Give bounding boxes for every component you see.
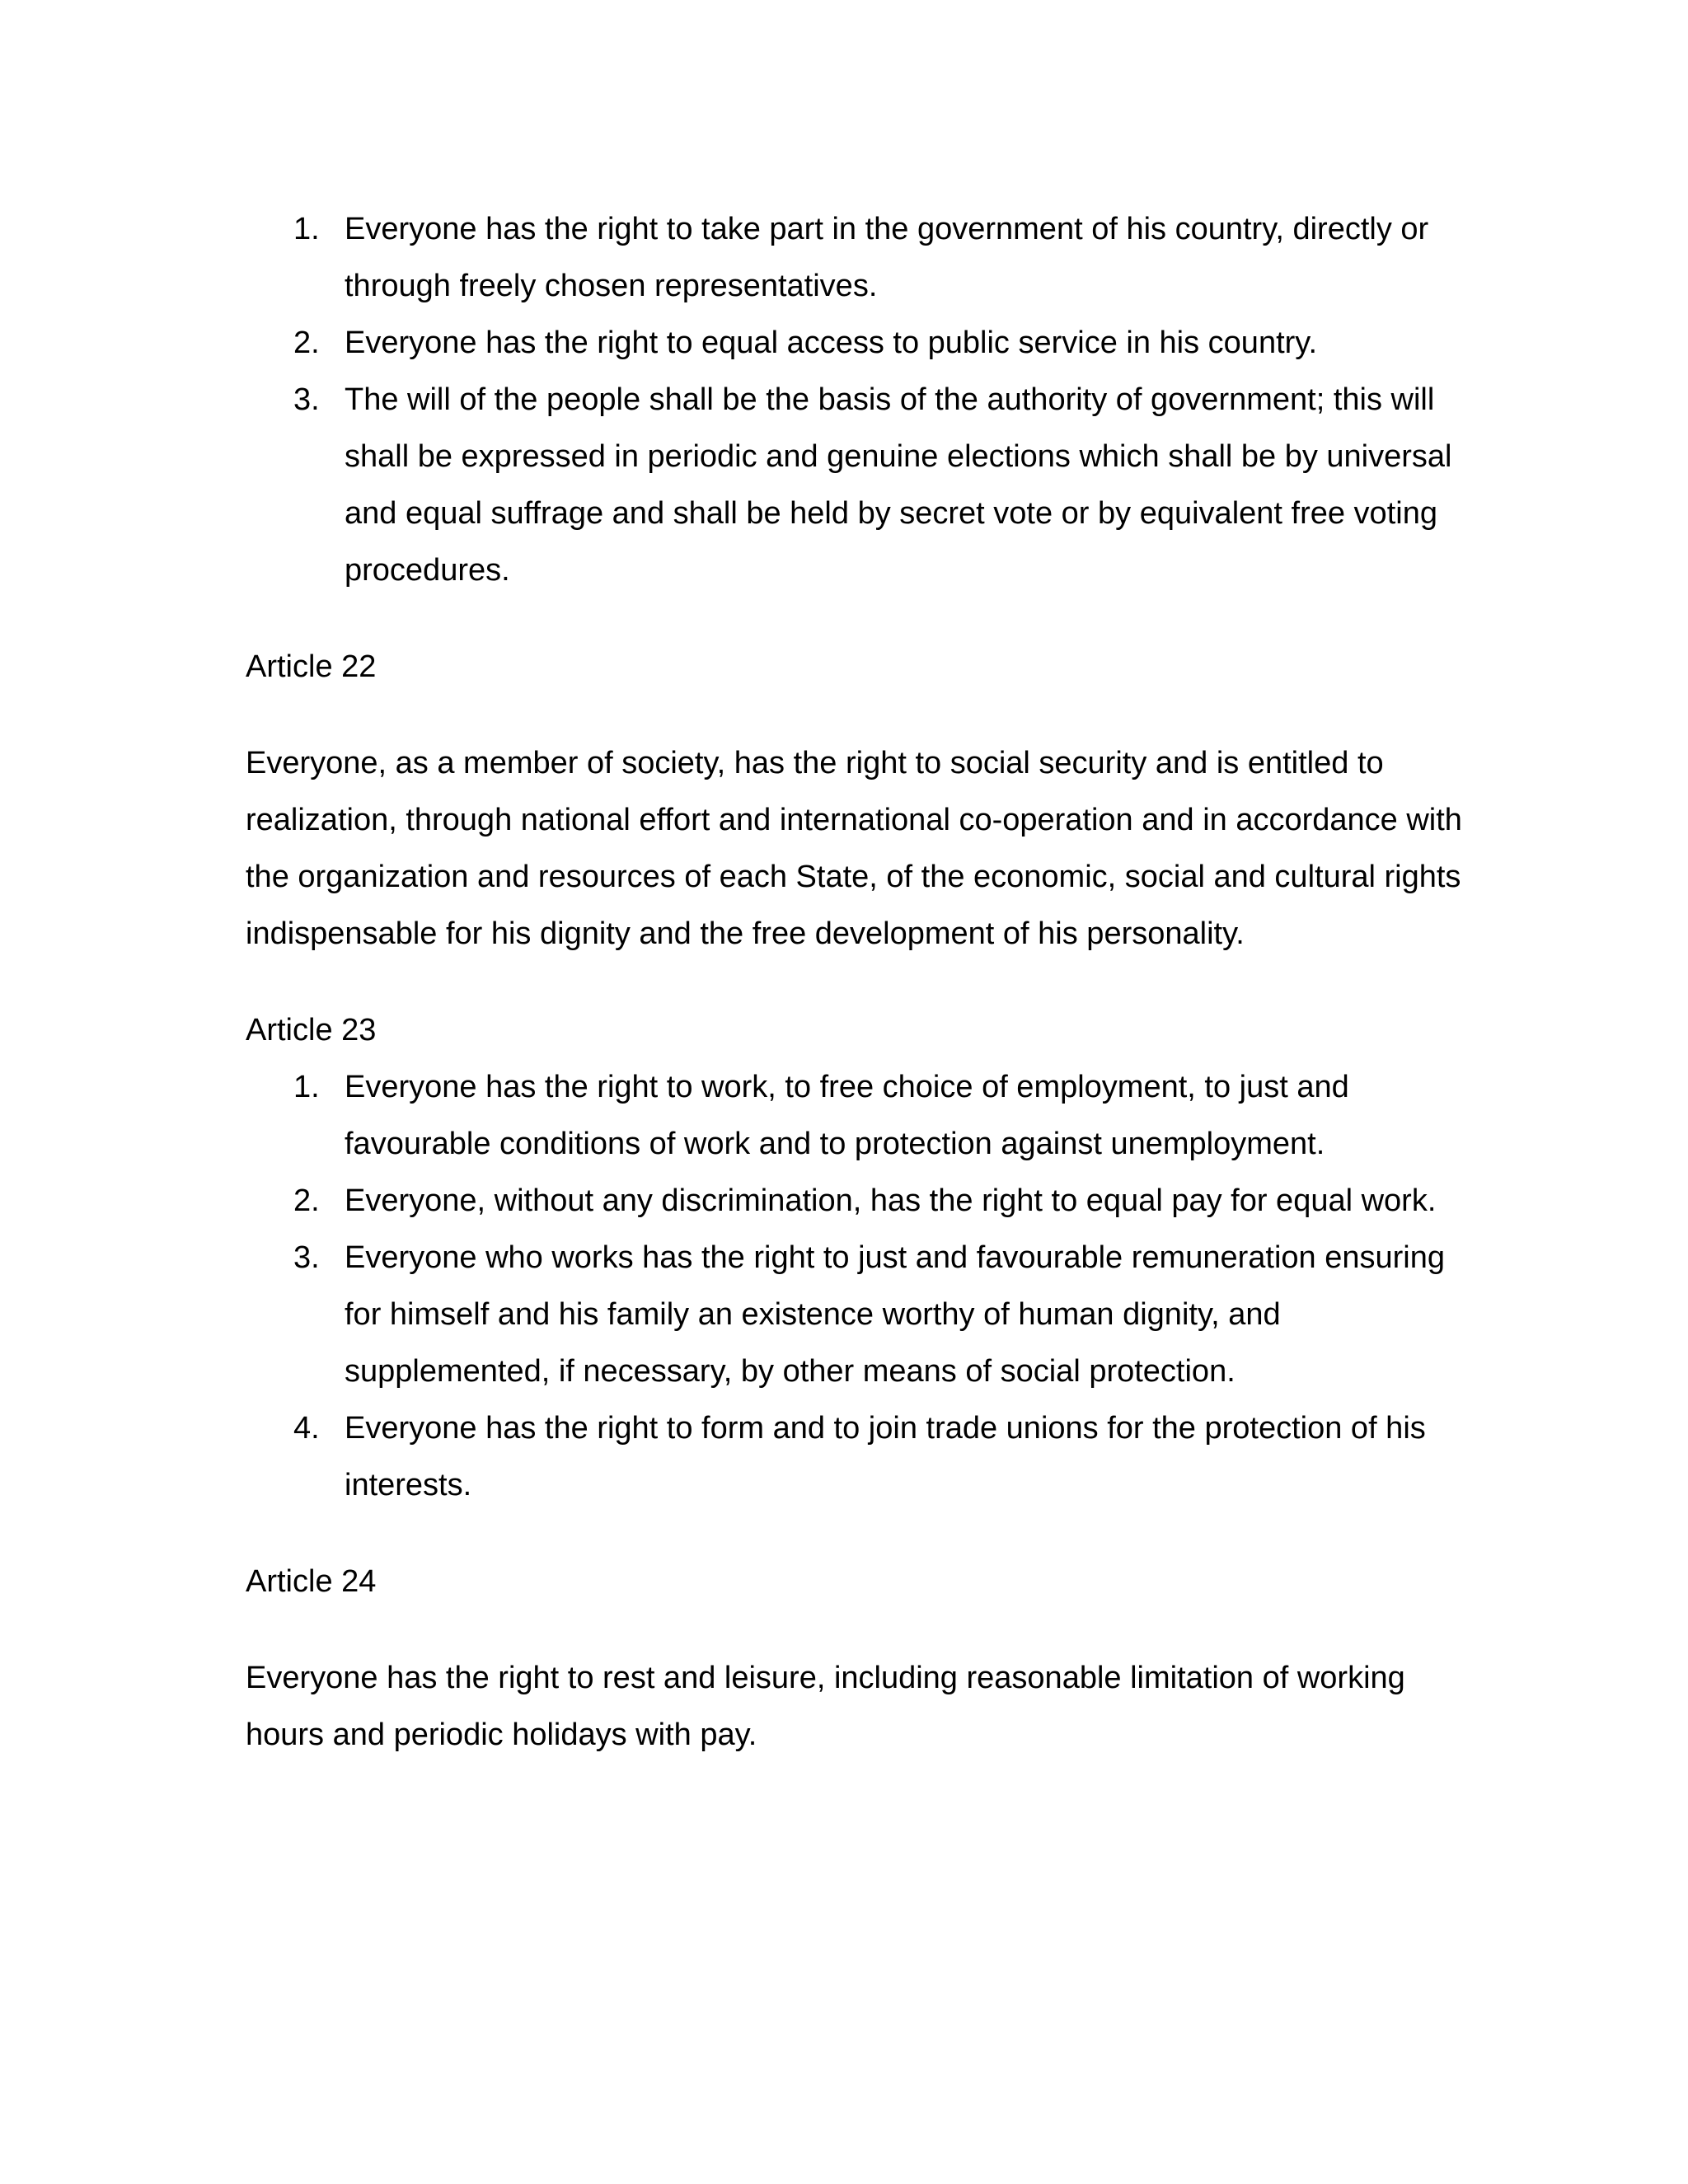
list-item	[246, 372, 1465, 599]
list-number: 2.	[293, 326, 320, 360]
article-24-text: Everyone has the right to rest and leisure, including reasonable limitation of working hours and periodic holidays with pay.	[246, 1661, 1405, 1752]
article-24-heading: Article 24	[246, 1564, 377, 1599]
list-number: 4.	[293, 1411, 320, 1446]
list-item-text: Everyone has the right to work, to free choice of employment, to just and favourable conditions of work and to protection against unemployment.	[345, 1070, 1349, 1161]
document-body	[246, 201, 1465, 1764]
article-21-list	[246, 201, 1465, 599]
list-item	[246, 201, 1465, 315]
list-number: 3.	[293, 1240, 320, 1275]
list-item-text: Everyone, without any discrimination, has the right to equal pay for equal work.	[345, 1183, 1437, 1218]
list-number: 3.	[293, 382, 320, 417]
article-22-text: Everyone, as a member of society, has the right to social security and is entitled to realization, through national effort and international co-operation and in accordance with the organization and resources of each State, of the economic, social and cultural rights indispensable for his dignity and the free development of his personality.	[246, 746, 1462, 951]
list-item	[246, 1059, 1465, 1173]
list-item-text: Everyone who works has the right to just and favourable remuneration ensuring for himself and his family an existence worthy of human dignity, and supplemented, if necessary, by other means of social protection.	[345, 1240, 1445, 1389]
list-item-text: Everyone has the right to equal access to public service in his country.	[345, 326, 1318, 360]
article-23-heading: Article 23	[246, 1013, 377, 1047]
article-22-heading: Article 22	[246, 649, 377, 684]
list-item	[246, 1173, 1465, 1230]
list-number: 1.	[293, 212, 320, 246]
article-23-list	[246, 1059, 1465, 1514]
list-item	[246, 1230, 1465, 1400]
list-item-text: Everyone has the right to form and to join trade unions for the protection of his interests.	[345, 1411, 1426, 1502]
list-number: 2.	[293, 1183, 320, 1218]
list-item-text: Everyone has the right to take part in the government of his country, directly or through freely chosen representatives.	[345, 212, 1429, 303]
list-item-text: The will of the people shall be the basis of the authority of government; this will shall be expressed in periodic and genuine elections which shall be by universal and equal suffrage and shall be held by secret vote or by equivalent free voting procedures.	[345, 382, 1452, 588]
list-item	[246, 315, 1465, 372]
list-item	[246, 1400, 1465, 1514]
list-number: 1.	[293, 1070, 320, 1104]
